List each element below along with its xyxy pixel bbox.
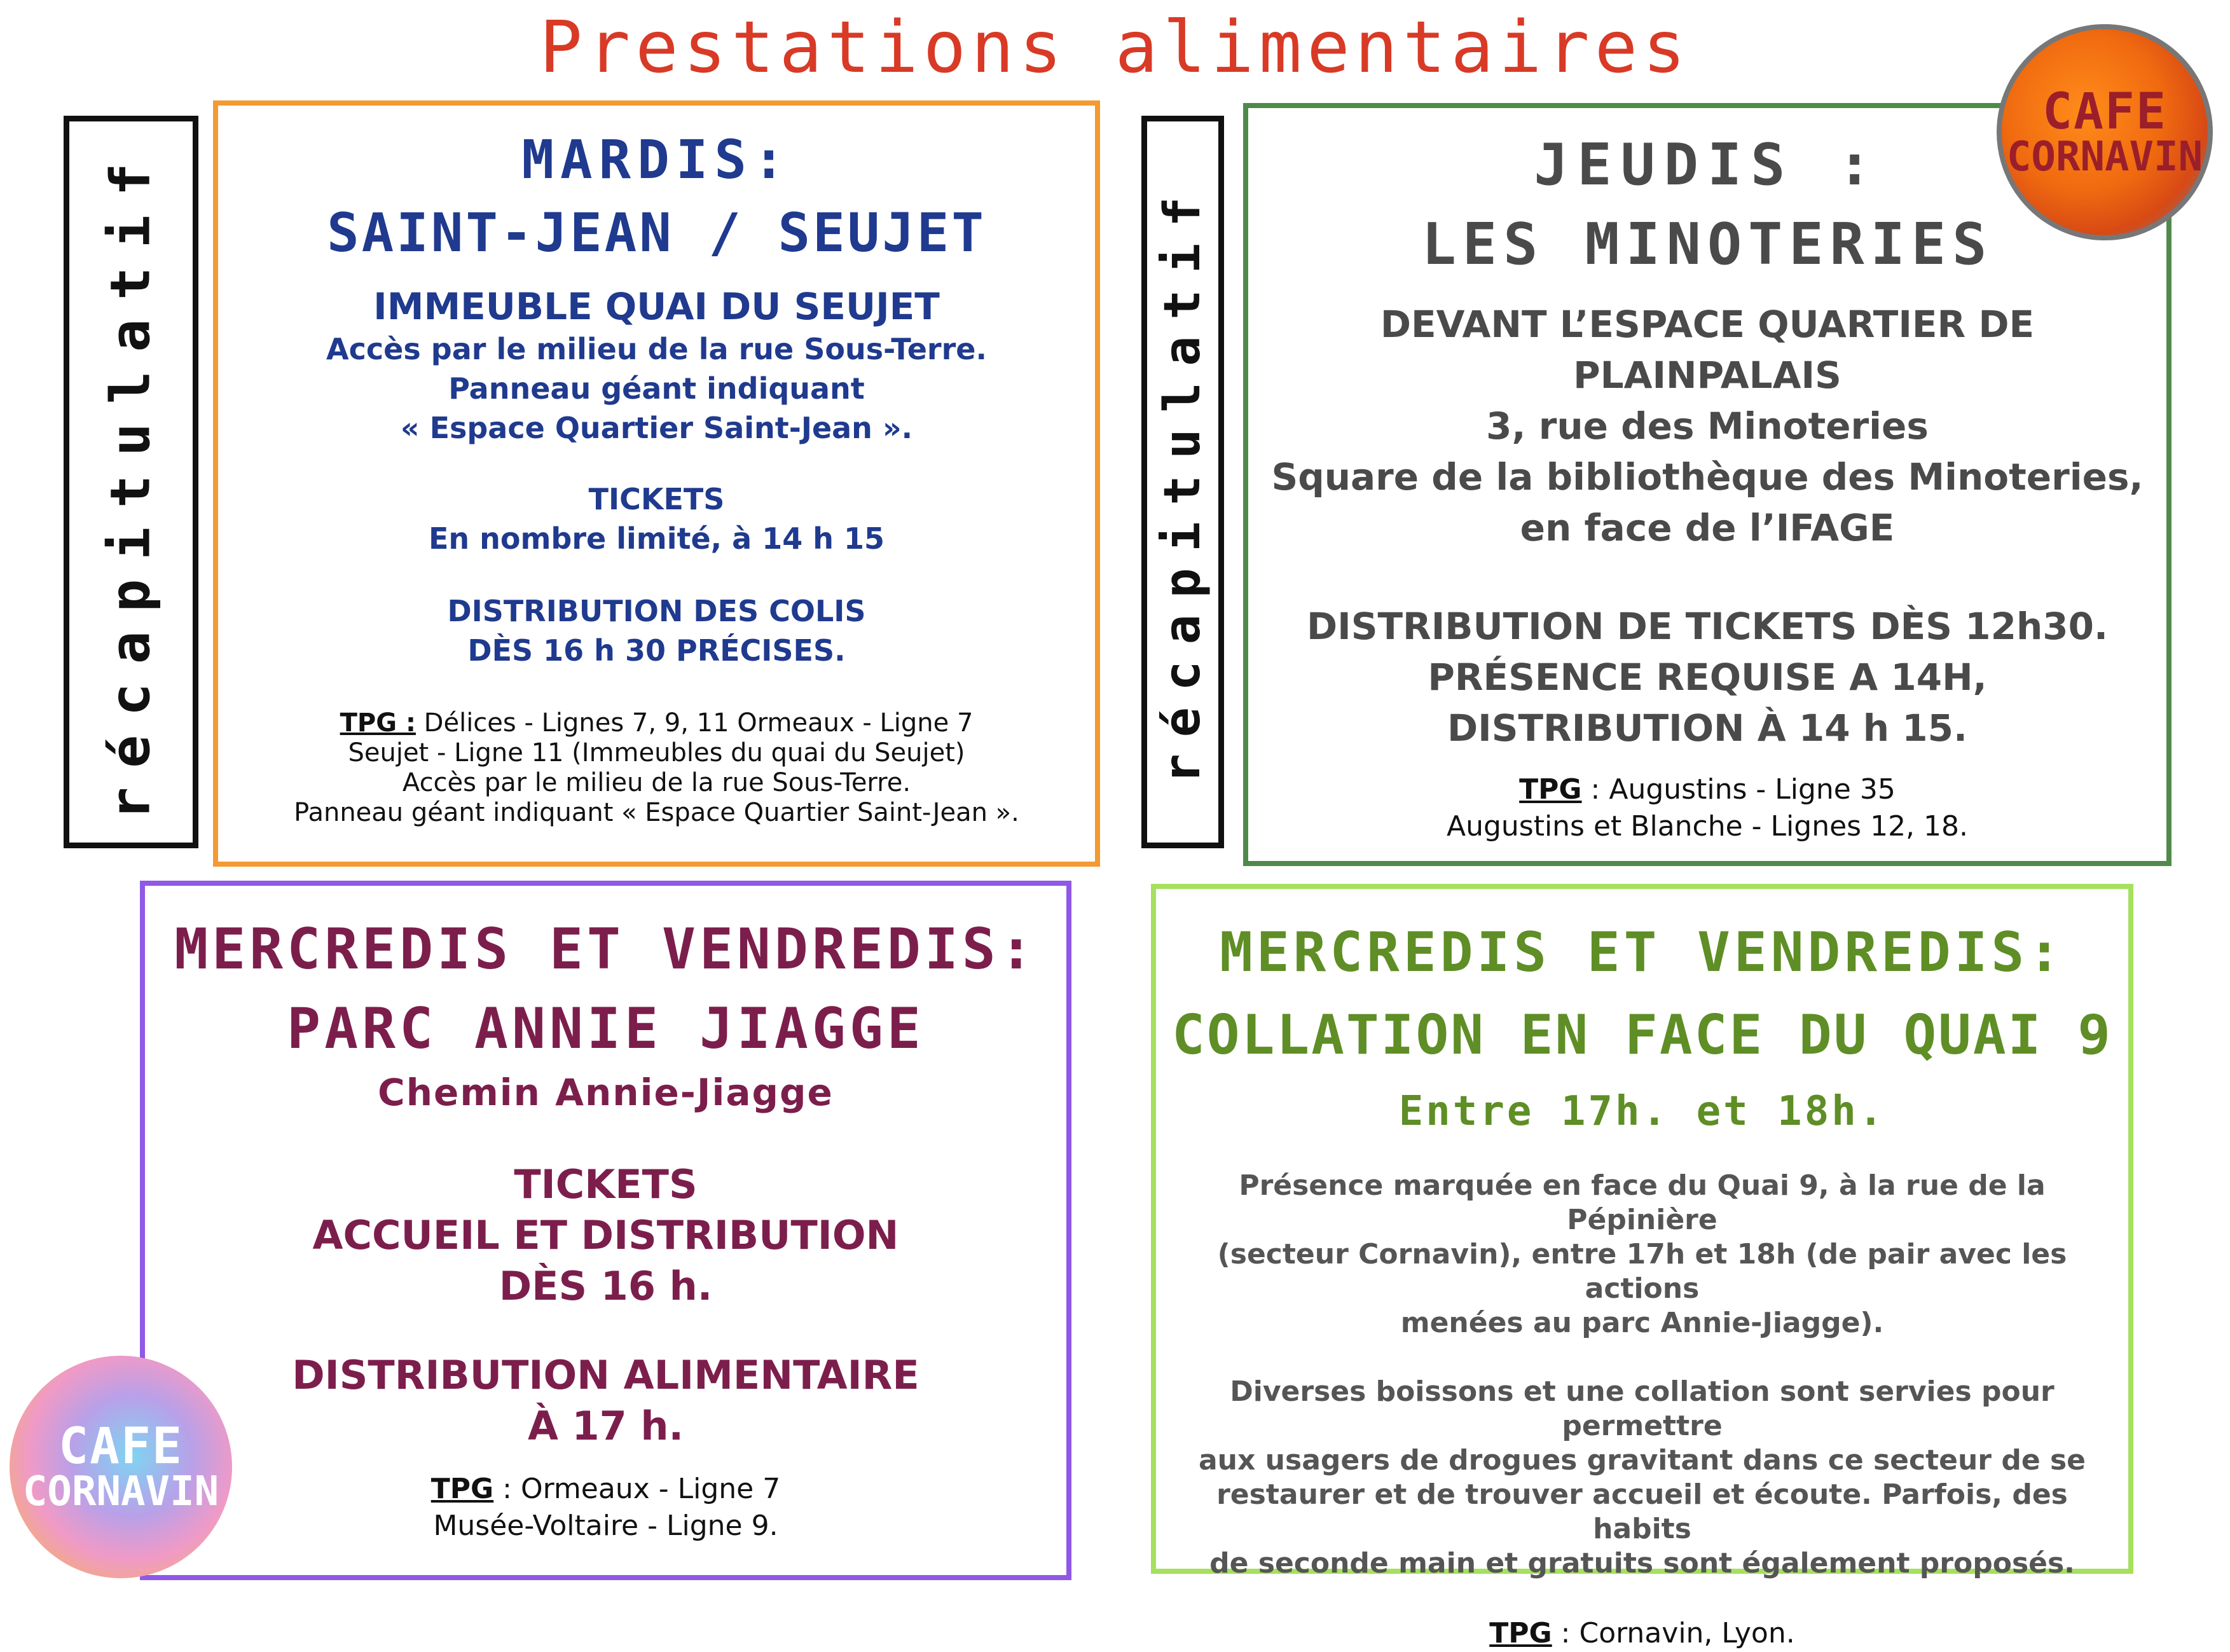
tuesday-access: Accès par le milieu de la rue Sous-Terre. Panneau géant indiquant « Espace Quartier Saint-Jean ». bbox=[326, 332, 987, 445]
cafe-cornavin-logo-top: CAFE CORNAVIN bbox=[1997, 24, 2213, 240]
quai-drinks: Diverses boissons et une collation sont servies pour permettre aux usagers de drogues gravitant dans ce secteur de se restaurer et de trouver accueil et écoute. Parfois, des habits de seconde main et gratuits sont également proposés. bbox=[1198, 1375, 2086, 1580]
parc-distribution: DISTRIBUTION ALIMENTAIRE À 17 h. bbox=[292, 1352, 919, 1449]
tuesday-place: SAINT-JEAN / SEUJET bbox=[327, 202, 986, 264]
quai-tpg: TPG : Cornavin, Lyon. bbox=[1489, 1617, 1795, 1649]
quai-day: MERCREDIS ET VENDREDIS: bbox=[1220, 921, 2065, 984]
parc-tickets: TICKETS ACCUEIL ET DISTRIBUTION DÈS 16 h. bbox=[312, 1161, 899, 1309]
quai-presence: Présence marquée en face du Quai 9, à la rue de la Pépinière (secteur Cornavin), entre 17h et 18h (de pair avec les actions menées au parc Annie-Jiagge). bbox=[1217, 1169, 2067, 1339]
parc-place: PARC ANNIE JIAGGE bbox=[287, 996, 925, 1061]
tuesday-tpg: TPG : Délices - Lignes 7, 9, 11 Ormeaux - Ligne 7 Seujet - Ligne 11 (Immeubles du quai du Seujet) Accès par le milieu de la rue Sous-Terre. Panneau géant indiquant « Espace Quartier Saint-Jean ». bbox=[294, 708, 1019, 827]
parc-day: MERCREDIS ET VENDREDIS: bbox=[174, 916, 1037, 982]
thursday-location: DEVANT L’ESPACE QUARTIER DE PLAINPALAIS 3, rue des Minoteries Square de la bibliothèque des Minoteries, en face de l’IFAGE bbox=[1271, 303, 2144, 549]
thursday-panel bbox=[1243, 103, 2171, 866]
thursday-distribution: DISTRIBUTION DE TICKETS DÈS 12h30. PRÉSENCE REQUISE A 14H, DISTRIBUTION À 14 h 15. bbox=[1306, 605, 2109, 750]
parc-street: Chemin Annie-Jiagge bbox=[378, 1071, 834, 1114]
side-label-left bbox=[64, 116, 198, 848]
thursday-place: LES MINOTERIES bbox=[1421, 211, 1993, 278]
tuesday-location: IMMEUBLE QUAI DU SEUJET bbox=[373, 285, 940, 328]
parc-tpg: TPG : Ormeaux - Ligne 7 Musée-Voltaire - Ligne 9. bbox=[430, 1473, 781, 1542]
page-title: Prestations alimentaires bbox=[539, 6, 1691, 89]
side-label-text: récapitulatif bbox=[1154, 180, 1212, 784]
tpg-label: TPG : bbox=[340, 708, 416, 738]
cafe-cornavin-logo-bottom: CAFE CORNAVIN bbox=[10, 1356, 232, 1578]
thursday-day: JEUDIS : bbox=[1534, 132, 1881, 198]
tpg-label: TPG bbox=[430, 1473, 494, 1505]
quai-place: COLLATION EN FACE DU QUAI 9 bbox=[1172, 1003, 2112, 1067]
tpg-label: TPG bbox=[1489, 1617, 1552, 1649]
tuesday-panel bbox=[213, 100, 1100, 867]
wed-fri-quai-panel bbox=[1151, 884, 2133, 1649]
thursday-tpg: TPG : Augustins - Ligne 35 Augustins et Blanche - Lignes 12, 18. bbox=[1446, 773, 1969, 843]
tpg-label: TPG bbox=[1519, 773, 1582, 806]
wed-fri-parc-panel bbox=[140, 881, 1071, 1580]
side-label-text: récapitulatif bbox=[99, 144, 163, 820]
tuesday-tickets-detail: En nombre limité, à 14 h 15 bbox=[428, 521, 885, 556]
tuesday-day: MARDIS: bbox=[521, 128, 792, 191]
quai-hours: Entre 17h. et 18h. bbox=[1398, 1088, 1886, 1135]
tuesday-tickets-heading: TICKETS bbox=[588, 482, 725, 516]
side-label-right bbox=[1141, 116, 1224, 848]
tuesday-distribution: DISTRIBUTION DES COLIS DÈS 16 h 30 PRÉCISES. bbox=[447, 594, 866, 668]
